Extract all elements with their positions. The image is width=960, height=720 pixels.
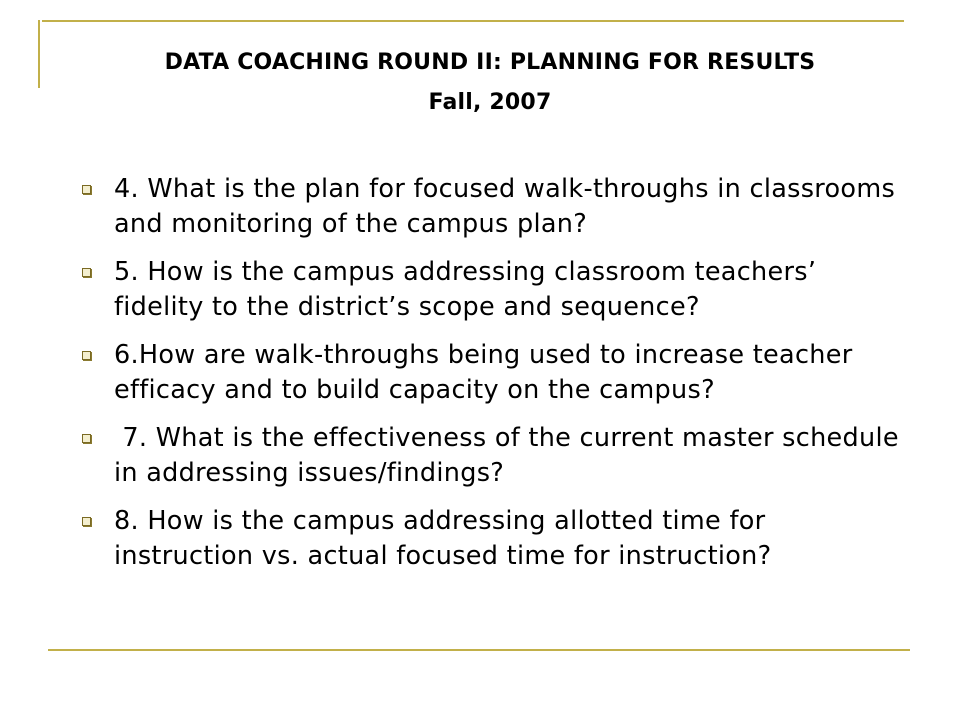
slide-subtitle: Fall, 2007 <box>428 90 552 115</box>
bullet-text: 8. How is the campus addressing allotted time for instruction vs. actual focused time for instruction? <box>114 506 772 571</box>
top-rule <box>42 20 904 22</box>
bullet-text: 5. How is the campus addressing classroom teachers’ fidelity to the district’s scope and sequence? <box>114 257 817 322</box>
square-bullet-icon <box>82 185 91 194</box>
bullet-list <box>80 172 908 587</box>
bullet-text: 6.How are walk-throughs being used to increase teacher efficacy and to build capacity on the campus? <box>114 340 853 405</box>
bullet-item <box>80 421 908 491</box>
bullet-text: 4. What is the plan for focused walk-throughs in classrooms and monitoring of the campus plan? <box>114 174 896 239</box>
square-bullet-icon <box>82 351 91 360</box>
slide-title: DATA COACHING ROUND II: PLANNING FOR RESULTS <box>164 50 816 75</box>
square-bullet-icon <box>82 434 91 443</box>
square-bullet-icon <box>82 517 91 526</box>
bullet-item <box>80 504 900 574</box>
bullet-item <box>80 338 900 408</box>
bullet-text: 7. What is the effectiveness of the current master schedule in addressing issues/findings? <box>114 423 908 488</box>
square-bullet-icon <box>82 268 91 277</box>
bullet-item <box>80 255 900 325</box>
bullet-item <box>80 172 900 242</box>
bottom-rule <box>48 649 910 651</box>
